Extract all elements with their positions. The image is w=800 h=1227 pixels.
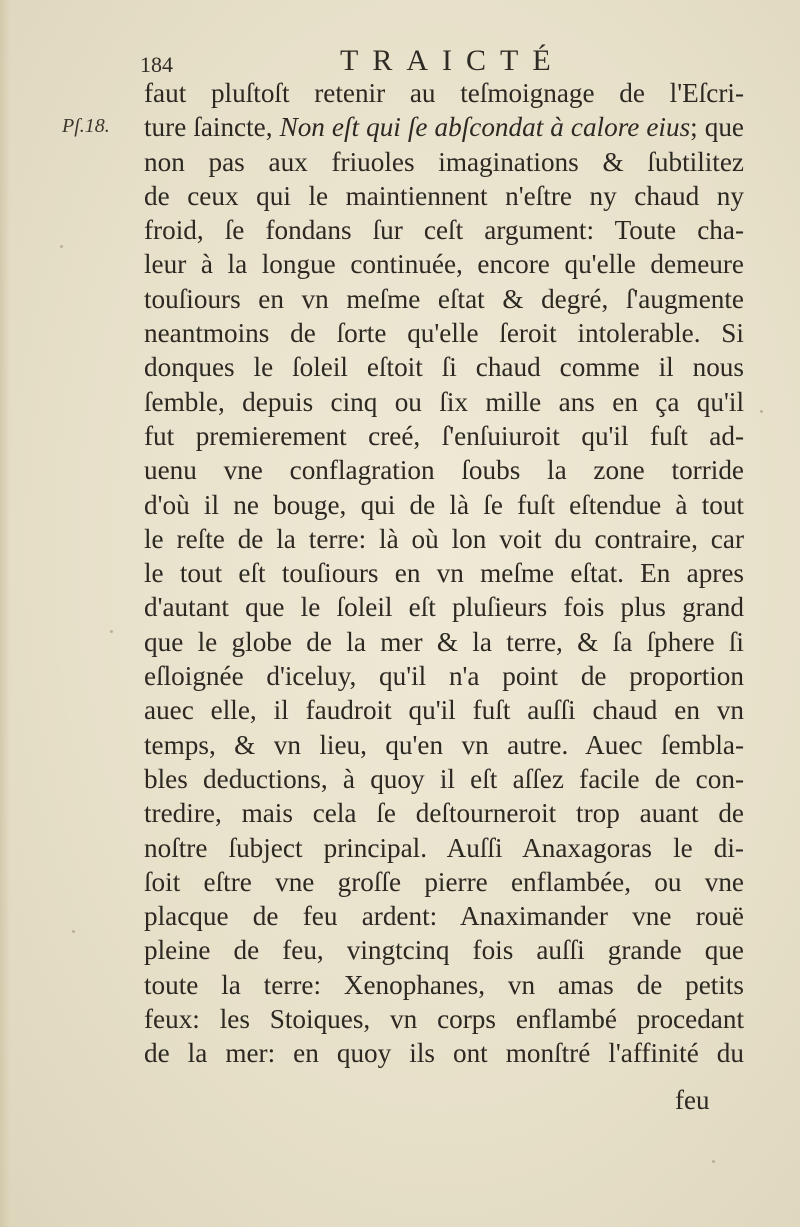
text-line: temps, & vn lieu, qu'en vn autre. Auec ſembla- xyxy=(144,729,744,760)
text-line: fut premierement creé, ſ'enſuiuroit qu'il fuſt ad- xyxy=(144,420,744,451)
page-edge-shadow xyxy=(0,0,10,1227)
text-line: non pas aux friuoles imaginations & ſubtilitez xyxy=(144,146,744,177)
text-line: froid, ſe fondans ſur ceſt argument: Toute cha- xyxy=(144,215,744,246)
catchword: feu xyxy=(675,1085,710,1115)
text-line: bles deductions, à quoy il eſt aſſez facile de con- xyxy=(144,763,744,794)
text-line: tredire, mais cela ſe deſtourneroit trop auant de xyxy=(144,798,744,829)
text-line: donques le ſoleil eſtoit ſi chaud comme il nous xyxy=(144,352,744,383)
paper-speck xyxy=(110,630,113,633)
text-line: eſloignée d'iceluy, qu'il n'a point de proportion xyxy=(144,661,744,692)
text-line: d'autant que le ſoleil eſt pluſieurs fois plus grand xyxy=(144,592,744,623)
text-line: pleine de feu, vingtcinq fois auſſi grande que xyxy=(144,935,744,966)
text-line: le tout eſt touſiours en vn meſme eſtat. En apres xyxy=(144,558,744,589)
text-line: ture ſaincte, Non eſt qui ſe abſcondat à calore eius; que xyxy=(144,112,745,143)
latin-quotation: Non eſt qui ſe abſcondat à calore eius xyxy=(279,112,691,143)
text-line: toute la terre: Xenophanes, vn amas de petits xyxy=(144,969,744,1000)
text-line: de la mer: en quoy ils ont monſtré l'affinité du xyxy=(144,1038,744,1069)
text-line: que le globe de la mer & la terre, & ſa ſphere ſi xyxy=(144,626,744,657)
paper-speck xyxy=(60,245,63,248)
body-text xyxy=(144,76,744,1071)
text-line: leur à la longue continuée, encore qu'elle demeure xyxy=(144,249,744,280)
text-line: auec elle, il faudroit qu'il fuſt auſſi chaud en vn xyxy=(144,695,744,726)
text-line: placque de feu ardent: Anaximander vne rouë xyxy=(144,901,744,932)
page-number: 184 xyxy=(140,52,173,77)
text-line: le reſte de la terre: là où lon voit du contraire, car xyxy=(144,523,744,554)
text-line: neantmoins de ſorte qu'elle ſeroit intolerable. Si xyxy=(144,318,744,349)
text-line: d'où il ne bouge, qui de là ſe fuſt eſtendue à tout xyxy=(144,489,744,520)
paper-speck xyxy=(712,1160,715,1163)
paper-speck xyxy=(72,930,75,933)
text-line: noſtre ſubject principal. Auſſi Anaxagoras le di- xyxy=(144,832,744,863)
text-line: uenu vne conflagration ſoubs la zone torride xyxy=(144,455,744,486)
text-line: de ceux qui le maintiennent n'eſtre ny chaud ny xyxy=(144,180,744,211)
text-line: ſemble, depuis cinq ou ſix mille ans en ça qu'il xyxy=(144,386,744,417)
text-line: touſiours en vn meſme eſtat & degré, ſ'augmente xyxy=(144,283,744,314)
text-line: faut pluſtoſt retenir au teſmoignage de l'Eſcri- xyxy=(144,78,744,108)
text-line: feux: les Stoiques, vn corps enflambé procedant xyxy=(144,1004,744,1035)
text-line: ſoit eſtre vne groſſe pierre enflambée, ou vne xyxy=(144,866,744,897)
running-title: TRAICTÉ xyxy=(340,44,565,77)
margin-note: Pſ.18. xyxy=(62,115,110,137)
paper-speck xyxy=(760,410,763,413)
